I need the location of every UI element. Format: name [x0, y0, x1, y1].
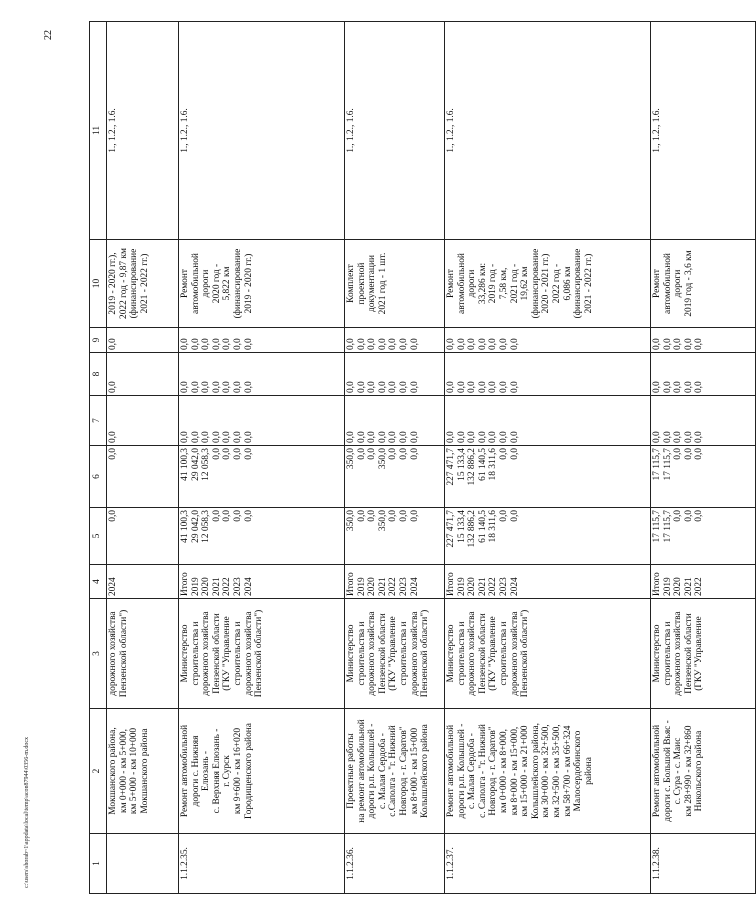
local-budget-cell-value: 0,0 — [108, 381, 118, 393]
federal-budget-cell-value: 0,0 — [477, 431, 488, 443]
other-sources-cell-value: 0,0 — [201, 338, 212, 350]
regional-budget-cell-value: 0,0 — [232, 448, 243, 460]
other-sources-cell-value: 0,0 — [477, 338, 488, 350]
other-sources-cell-value: 0,0 — [488, 338, 499, 350]
year-cell-value: 2020 — [201, 577, 212, 596]
total-amount-cell-value: 350,0 — [377, 510, 388, 532]
header-row — [90, 22, 107, 894]
total-amount-cell — [445, 508, 651, 565]
federal-budget-cell — [651, 396, 756, 446]
federal-budget-cell-value: 0,0 — [446, 431, 456, 443]
year-cell-value: 2019 — [190, 577, 201, 596]
footer-path: c:\users\shorab~1\appdata\local\temp\acon87944\0356-m.docx — [24, 736, 30, 888]
federal-budget-cell-value: 0,0 — [694, 431, 705, 443]
local-budget-cell-value: 0,0 — [509, 381, 520, 393]
header-cell: 9 — [90, 328, 107, 353]
regional-budget-cell-value: 17 115,7 — [662, 448, 673, 481]
federal-budget-cell-value: 0,0 — [243, 431, 254, 443]
header-cell: 6 — [90, 446, 107, 508]
local-budget-cell-value: 0,0 — [222, 381, 233, 393]
header-cell: 7 — [90, 396, 107, 446]
table-row — [345, 22, 445, 894]
regional-budget-cell-value: 61 140,5 — [477, 448, 488, 481]
local-budget-cell — [179, 353, 345, 396]
header-cell: 2 — [90, 709, 107, 834]
total-amount-cell — [179, 508, 345, 565]
regional-budget-cell-value: 0,0 — [409, 448, 420, 460]
regional-budget-cell-value: 17 115,7 — [652, 448, 662, 481]
regional-budget-cell-value: 350,0 — [377, 448, 388, 470]
local-budget-cell-value: 0,0 — [356, 381, 367, 393]
year-cell-value: 2022 — [388, 577, 399, 596]
year-cell-value: 2024 — [409, 577, 420, 596]
measure-name-cell: Ремонт автомобильной дороги р.п. Колышлей - с. Малая Сердоба - с. Саполга - "г. Нижний Новгород - г. Саратов" км 0+000 - км 8+000, км 8+000 - км 15+000, км 15+000 - км 21+000 Колышлейского района, км 30+000 - км 32+500, км 32+500 - км 35+500, км 58+700 - км 66+324 Малосердобинского района — [445, 709, 651, 834]
total-amount-cell-value: 29 042,0 — [190, 510, 201, 543]
regional-budget-cell-value: 0,0 — [673, 448, 684, 460]
federal-budget-cell-value: 0,0 — [190, 431, 201, 443]
link-cell: 1., 1.2., 1.6. — [179, 22, 345, 240]
table-row — [445, 22, 651, 894]
regional-budget-cell-value: 15 133,4 — [456, 448, 467, 481]
year-cell — [179, 565, 345, 599]
total-amount-cell-value: 0,0 — [356, 510, 367, 522]
other-sources-cell — [345, 328, 445, 353]
other-sources-cell-value: 0,0 — [662, 338, 673, 350]
executor-cell: Министерство строительства и дорожного хозяйства Пензенской области (ГКУ "Управление строительства и дорожного хозяйства Пензенской области") — [345, 599, 445, 709]
header-cell: 3 — [90, 599, 107, 709]
federal-budget-cell-value: 0,0 — [346, 431, 356, 443]
other-sources-cell-value: 0,0 — [377, 338, 388, 350]
header-cell: 5 — [90, 508, 107, 565]
local-budget-cell-value: 0,0 — [211, 381, 222, 393]
year-cell-value: 2022 — [222, 577, 233, 596]
federal-budget-cell-value: 0,0 — [377, 431, 388, 443]
year-cell — [107, 565, 179, 599]
regional-budget-cell-value: 0,0 — [211, 448, 222, 460]
other-sources-cell-value: 0,0 — [498, 338, 509, 350]
table-row — [179, 22, 345, 894]
executor-cell: Министерство строительства и дорожного хозяйства Пензенской области (ГКУ "Управление строительства и дорожного хозяйства Пензенской области") — [179, 599, 345, 709]
table-row — [107, 22, 179, 894]
link-cell: 1., 1.2., 1.6. — [445, 22, 651, 240]
regional-budget-cell — [107, 446, 179, 508]
rotated-table-container — [89, 22, 705, 894]
other-sources-cell — [107, 328, 179, 353]
federal-budget-cell — [179, 396, 345, 446]
total-amount-cell-value: 41 100,3 — [180, 510, 190, 543]
other-sources-cell — [651, 328, 756, 353]
regional-budget-cell-value: 0,0 — [108, 448, 118, 460]
federal-budget-cell-value: 0,0 — [488, 431, 499, 443]
other-sources-cell-value: 0,0 — [211, 338, 222, 350]
year-cell-value: 2019 — [662, 577, 673, 596]
other-sources-cell-value: 0,0 — [694, 338, 705, 350]
table-body — [107, 22, 756, 894]
regional-budget-cell — [445, 446, 651, 508]
federal-budget-cell-value: 0,0 — [211, 431, 222, 443]
federal-budget-cell-value: 0,0 — [232, 431, 243, 443]
year-cell-value: 2019 — [456, 577, 467, 596]
measure-name-cell: Мокшанского района, км 0+000 - км 5+000, км 5+000 - км 10+000 Мокшанского района — [107, 709, 179, 834]
total-amount-cell-value: 132 886,2 — [467, 510, 478, 548]
regional-budget-cell-value: 0,0 — [243, 448, 254, 460]
other-sources-cell-value: 0,0 — [222, 338, 233, 350]
header-cell: 1 — [90, 834, 107, 894]
other-sources-cell-value: 0,0 — [673, 338, 684, 350]
total-amount-cell-value: 0,0 — [388, 510, 399, 522]
year-cell-value: Итого — [652, 572, 662, 596]
local-budget-cell-value: 0,0 — [467, 381, 478, 393]
other-sources-cell-value: 0,0 — [346, 338, 356, 350]
year-cell-value: 2022 — [694, 577, 705, 596]
other-sources-cell-value: 0,0 — [683, 338, 694, 350]
regional-budget-cell-value: 0,0 — [388, 448, 399, 460]
year-cell-value: 2019 — [356, 577, 367, 596]
result-indicator-cell: Комплект проектной документации 2021 год - 1 шт. — [345, 240, 445, 328]
measure-name-cell: Ремонт автомобильной дороги с. Большой Вьяс - с. Сура - с. Маис км 28+990 - км 32+860 Никольского района — [651, 709, 756, 834]
other-sources-cell — [445, 328, 651, 353]
local-budget-cell-value: 0,0 — [232, 381, 243, 393]
regional-budget-cell-value: 12 058,3 — [201, 448, 212, 481]
total-amount-cell-value: 0,0 — [232, 510, 243, 522]
total-amount-cell — [345, 508, 445, 565]
total-amount-cell-value: 0,0 — [211, 510, 222, 522]
total-amount-cell-value: 0,0 — [367, 510, 378, 522]
total-amount-cell-value: 227 471,7 — [446, 510, 456, 548]
year-cell-value: Итого — [446, 572, 456, 596]
total-amount-cell-value: 0,0 — [498, 510, 509, 522]
local-budget-cell-value: 0,0 — [409, 381, 420, 393]
total-amount-cell-value: 0,0 — [398, 510, 409, 522]
year-cell — [651, 565, 756, 599]
item-number-cell: 1.1.2.38. — [651, 834, 756, 894]
regional-budget-cell-value: 41 100,3 — [180, 448, 190, 481]
item-number-cell: 1.1.2.35. — [179, 834, 345, 894]
local-budget-cell-value: 0,0 — [456, 381, 467, 393]
year-cell-value: 2021 — [477, 577, 488, 596]
regional-budget-cell-value: 29 042,0 — [190, 448, 201, 481]
other-sources-cell-value: 0,0 — [456, 338, 467, 350]
year-cell-value: 2020 — [467, 577, 478, 596]
page-number: 22 — [43, 30, 54, 40]
regional-budget-cell-value: 0,0 — [694, 448, 705, 460]
total-amount-cell-value: 12 058,3 — [201, 510, 212, 543]
total-amount-cell-value: 15 133,4 — [456, 510, 467, 543]
federal-budget-cell — [445, 396, 651, 446]
other-sources-cell — [179, 328, 345, 353]
local-budget-cell-value: 0,0 — [488, 381, 499, 393]
federal-budget-cell-value: 0,0 — [356, 431, 367, 443]
year-cell-value: 2021 — [211, 577, 222, 596]
regional-budget-cell-value: 0,0 — [356, 448, 367, 460]
federal-budget-cell-value: 0,0 — [456, 431, 467, 443]
year-cell-value: 2023 — [498, 577, 509, 596]
local-budget-cell-value: 0,0 — [367, 381, 378, 393]
regional-budget-cell — [179, 446, 345, 508]
total-amount-cell-value: 0,0 — [683, 510, 694, 522]
program-table — [89, 21, 756, 894]
year-cell-value: 2023 — [398, 577, 409, 596]
total-amount-cell-value: 0,0 — [694, 510, 705, 522]
year-cell-value: 2023 — [232, 577, 243, 596]
other-sources-cell-value: 0,0 — [652, 338, 662, 350]
executor-cell: Министерство строительства и дорожного хозяйства Пензенской области (ГКУ "Управление строительства и дорожного хозяйства Пензенской области") — [445, 599, 651, 709]
measure-name-cell: Проектные работы на ремонт автомобильной дороги р.п. Колышлей - с. Малая Сердоба - с.Саполга - "г. Нижний Новгород - г. Саратов" км 8+000 - км 15+000 Колышлейского района — [345, 709, 445, 834]
regional-budget-cell-value: 0,0 — [683, 448, 694, 460]
federal-budget-cell — [345, 396, 445, 446]
link-cell: 1., 1.2., 1.6. — [107, 22, 179, 240]
local-budget-cell — [651, 353, 756, 396]
local-budget-cell — [107, 353, 179, 396]
local-budget-cell — [445, 353, 651, 396]
other-sources-cell-value: 0,0 — [398, 338, 409, 350]
regional-budget-cell-value: 0,0 — [498, 448, 509, 460]
table-frame — [89, 22, 705, 894]
result-indicator-cell: Ремонт автомобильной дороги 2020 год - 5,822 км (финансирование 2019 - 2020 гг.) — [179, 240, 345, 328]
year-cell-value: 2024 — [509, 577, 520, 596]
local-budget-cell-value: 0,0 — [388, 381, 399, 393]
federal-budget-cell-value: 0,0 — [673, 431, 684, 443]
item-number-cell — [107, 834, 179, 894]
header-cell: 10 — [90, 240, 107, 328]
other-sources-cell-value: 0,0 — [367, 338, 378, 350]
measure-name-cell: Ремонт автомобильной дороги с. Нижняя Елюзань - с. Верхняя Елюзань - г. Сурск км 9+600 - км 16+020 Городищенского района — [179, 709, 345, 834]
other-sources-cell-value: 0,0 — [509, 338, 520, 350]
header-cell: 8 — [90, 353, 107, 396]
regional-budget-cell-value: 0,0 — [367, 448, 378, 460]
regional-budget-cell — [345, 446, 445, 508]
other-sources-cell-value: 0,0 — [409, 338, 420, 350]
executor-cell: дорожного хозяйства Пензенской области") — [107, 599, 179, 709]
local-budget-cell-value: 0,0 — [673, 381, 684, 393]
year-cell-value: 2021 — [377, 577, 388, 596]
total-amount-cell-value: 0,0 — [108, 510, 118, 522]
local-budget-cell-value: 0,0 — [477, 381, 488, 393]
regional-budget-cell-value: 132 886,2 — [467, 448, 478, 486]
local-budget-cell-value: 0,0 — [446, 381, 456, 393]
other-sources-cell-value: 0,0 — [467, 338, 478, 350]
total-amount-cell-value: 18 311,6 — [488, 510, 499, 543]
federal-budget-cell-value: 0,0 — [180, 431, 190, 443]
total-amount-cell-value: 61 140,5 — [477, 510, 488, 543]
result-indicator-cell: Ремонт автомобильной дороги 33,286 км: 2019 год - 7,58 км, 2021 год - 19,62 км (финансирование 2020 - 2021 гг.) 2022 год - 6,086 км (финансирование 2021 - 2022 гг.) — [445, 240, 651, 328]
federal-budget-cell-value: 0,0 — [201, 431, 212, 443]
total-amount-cell-value: 350,0 — [346, 510, 356, 532]
result-indicator-cell: 2019 - 2020 гг.), 2022 год - 9,87 км (финансирование 2021 - 2022 гг.) — [107, 240, 179, 328]
year-cell-value: 2024 — [108, 577, 118, 596]
other-sources-cell-value: 0,0 — [446, 338, 456, 350]
other-sources-cell-value: 0,0 — [108, 338, 118, 350]
item-number-cell: 1.1.2.37. — [445, 834, 651, 894]
year-cell — [445, 565, 651, 599]
total-amount-cell-value: 0,0 — [673, 510, 684, 522]
regional-budget-cell-value: 350,0 — [346, 448, 356, 470]
federal-budget-cell-value: 0,0 — [467, 431, 478, 443]
regional-budget-cell-value: 18 311,6 — [488, 448, 499, 481]
local-budget-cell-value: 0,0 — [398, 381, 409, 393]
other-sources-cell-value: 0,0 — [180, 338, 190, 350]
year-cell-value: Итого — [346, 572, 356, 596]
regional-budget-cell-value: 0,0 — [398, 448, 409, 460]
year-cell — [345, 565, 445, 599]
federal-budget-cell-value: 0,0 — [367, 431, 378, 443]
local-budget-cell-value: 0,0 — [662, 381, 673, 393]
federal-budget-cell-value: 0,0 — [108, 431, 118, 443]
local-budget-cell-value: 0,0 — [652, 381, 662, 393]
local-budget-cell-value: 0,0 — [694, 381, 705, 393]
federal-budget-cell-value: 0,0 — [222, 431, 233, 443]
table-row — [651, 22, 756, 894]
year-cell-value: 2020 — [367, 577, 378, 596]
federal-budget-cell-value: 0,0 — [498, 431, 509, 443]
federal-budget-cell — [107, 396, 179, 446]
header-cell: 11 — [90, 22, 107, 240]
total-amount-cell-value: 0,0 — [409, 510, 420, 522]
other-sources-cell-value: 0,0 — [388, 338, 399, 350]
total-amount-cell — [107, 508, 179, 565]
other-sources-cell-value: 0,0 — [232, 338, 243, 350]
local-budget-cell-value: 0,0 — [243, 381, 254, 393]
item-number-cell: 1.1.2.36. — [345, 834, 445, 894]
total-amount-cell-value: 0,0 — [509, 510, 520, 522]
header-cell: 4 — [90, 565, 107, 599]
total-amount-cell-value: 0,0 — [222, 510, 233, 522]
other-sources-cell-value: 0,0 — [356, 338, 367, 350]
federal-budget-cell-value: 0,0 — [652, 431, 662, 443]
total-amount-cell-value: 17 115,7 — [652, 510, 662, 543]
regional-budget-cell-value: 0,0 — [509, 448, 520, 460]
local-budget-cell-value: 0,0 — [346, 381, 356, 393]
local-budget-cell-value: 0,0 — [377, 381, 388, 393]
regional-budget-cell — [651, 446, 756, 508]
total-amount-cell — [651, 508, 756, 565]
regional-budget-cell-value: 0,0 — [222, 448, 233, 460]
year-cell-value: Итого — [180, 572, 190, 596]
local-budget-cell-value: 0,0 — [180, 381, 190, 393]
local-budget-cell-value: 0,0 — [498, 381, 509, 393]
other-sources-cell-value: 0,0 — [190, 338, 201, 350]
total-amount-cell-value: 17 115,7 — [662, 510, 673, 543]
local-budget-cell-value: 0,0 — [683, 381, 694, 393]
year-cell-value: 2024 — [243, 577, 254, 596]
executor-cell: Министерство строительства и дорожного хозяйства Пензенской области (ГКУ "Управление — [651, 599, 756, 709]
other-sources-cell-value: 0,0 — [243, 338, 254, 350]
local-budget-cell — [345, 353, 445, 396]
local-budget-cell-value: 0,0 — [201, 381, 212, 393]
total-amount-cell-value: 0,0 — [243, 510, 254, 522]
local-budget-cell-value: 0,0 — [190, 381, 201, 393]
federal-budget-cell-value: 0,0 — [662, 431, 673, 443]
year-cell-value: 2021 — [683, 577, 694, 596]
federal-budget-cell-value: 0,0 — [509, 431, 520, 443]
federal-budget-cell-value: 0,0 — [398, 431, 409, 443]
year-cell-value: 2020 — [673, 577, 684, 596]
regional-budget-cell-value: 227 471,7 — [446, 448, 456, 486]
result-indicator-cell: Ремонт автомобильной дороги 2019 год - 3,6 км — [651, 240, 756, 328]
federal-budget-cell-value: 0,0 — [683, 431, 694, 443]
link-cell: 1., 1.2., 1.6. — [651, 22, 756, 240]
federal-budget-cell-value: 0,0 — [388, 431, 399, 443]
link-cell: 1., 1.2., 1.6. — [345, 22, 445, 240]
federal-budget-cell-value: 0,0 — [409, 431, 420, 443]
year-cell-value: 2022 — [488, 577, 499, 596]
